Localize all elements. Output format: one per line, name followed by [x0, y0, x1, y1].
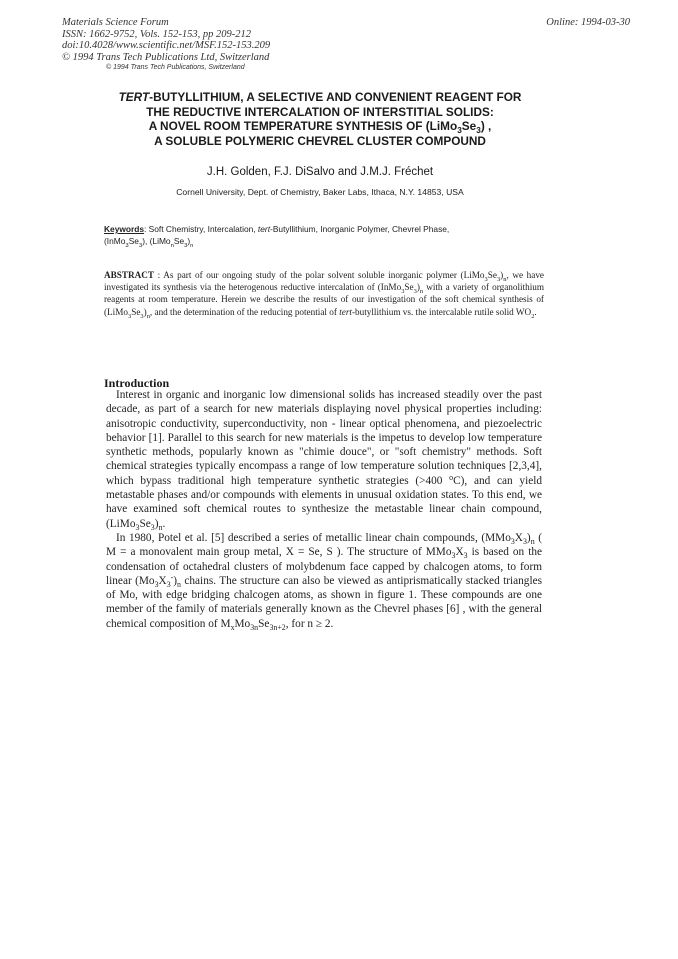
issn-line: ISSN: 1662-9752, Vols. 152-153, pp 209-212	[62, 28, 251, 40]
title-line-1: TERT-BUTYLLITHIUM, A SELECTIVE AND CONVENIENT REAGENT FOR	[118, 90, 522, 104]
title-line-2: THE REDUCTIVE INTERCALATION OF INTERSTITIAL SOLIDS:	[146, 104, 494, 119]
journal-info	[62, 17, 392, 63]
title-line-3: A NOVEL ROOM TEMPERATURE SYNTHESIS OF $(LiMo_3Se_3)$ ,	[148, 119, 492, 135]
abstract-label: ABSTRACT	[104, 270, 155, 280]
small-copyright: © 1994 Trans Tech Publications, Switzerland	[106, 64, 245, 71]
copyright-line: © 1994 Trans Tech Publications Ltd, Switzerland	[62, 51, 270, 63]
paragraph-2: In 1980, Potel et al. [5] described a series of metallic linear chain compounds, $(MMo_3X_3)_n$ ( M = a monovalent main group metal, X = Se, S ). The structure of $MMo_3X_3$ is based on the condensation of octahedral clusters of molybdenum face capped by chalcogen atoms, to form linear $(Mo_3X_3^-)_n$ chains. The structure can also be viewed as antiprismatically stacked triangles of Mo, with edge bridging chalcogen atoms, as shown in figure 1. These compounds are one member of the family of materials generally known as the Chevrel phases [6] , with the general chemical composition of $M_xMo_{3n}Se_{3n+2}$, for n ≥ 2.	[106, 531, 542, 632]
abstract: ABSTRACT : As part of our ongoing study of the polar solvent soluble inorganic polymer $(LiMo_3Se_3)_n$, we have investigated its synthesis via the heterogenous reductive intercalation of $(InMo_3Se_3)_n$ with a variety of organolithium reagents at room temperature. Herein we describe the results of our investigation of the soft chemical synthesis of $(LiMo_3Se_3)_n$, and the determination of the reducing potential of tert-butyllithium vs. the intercalable rutile solid $WO_2$.	[104, 270, 545, 320]
doi-link[interactable]: doi:10.4028/www.scientific.net/MSF.152-153.209	[62, 40, 271, 51]
online-date: Online: 1994-03-30	[546, 17, 630, 28]
keywords-label: Keywords	[104, 224, 145, 234]
title-line-4: A SOLUBLE POLYMERIC CHEVREL CLUSTER COMPOUND	[154, 133, 486, 148]
keywords: Keywords: Soft Chemistry, Intercalation, tert-Butyllithium, Inorganic Polymer, Chevrel Phase, $(InMo_3Se_3)$, $(LiMo_nSe_3)_n$	[104, 224, 450, 249]
paper-title	[100, 90, 540, 148]
affiliation: Cornell University, Dept. of Chemistry, Baker Labs, Ithaca, N.Y. 14853, USA	[176, 187, 464, 197]
section-heading-introduction: Introduction	[104, 376, 170, 390]
journal-name: Materials Science Forum	[62, 17, 169, 28]
introduction-body	[106, 388, 542, 631]
paragraph-1: Interest in organic and inorganic low dimensional solids has increased steadily over the past decade, as part of a search for new materials displaying novel physical properties including: anisotropic conductivity, superconductivity, non - linear optical phenomena, and piezoelectric behavior [1]. Parallel to this search for new materials is the impetus to develop low temperature synthetic methods, popularly known as "chimie douce", or "soft chemistry" methods. Soft chemical strategies typically encompass a range of low temperature solution techniques [2,3,4], which bypass traditional high temperature synthetic strategies (>400 $^o$C), and can yield metastable phases and/or compounds with elements in unusual oxidation states. To this end, we have examined soft chemical routes to synthesize the metastable linear chain compound, $(LiMo_3Se_3)_n$.	[106, 389, 543, 532]
authors: J.H. Golden, F.J. DiSalvo and J.M.J. Fréchet	[206, 166, 434, 178]
